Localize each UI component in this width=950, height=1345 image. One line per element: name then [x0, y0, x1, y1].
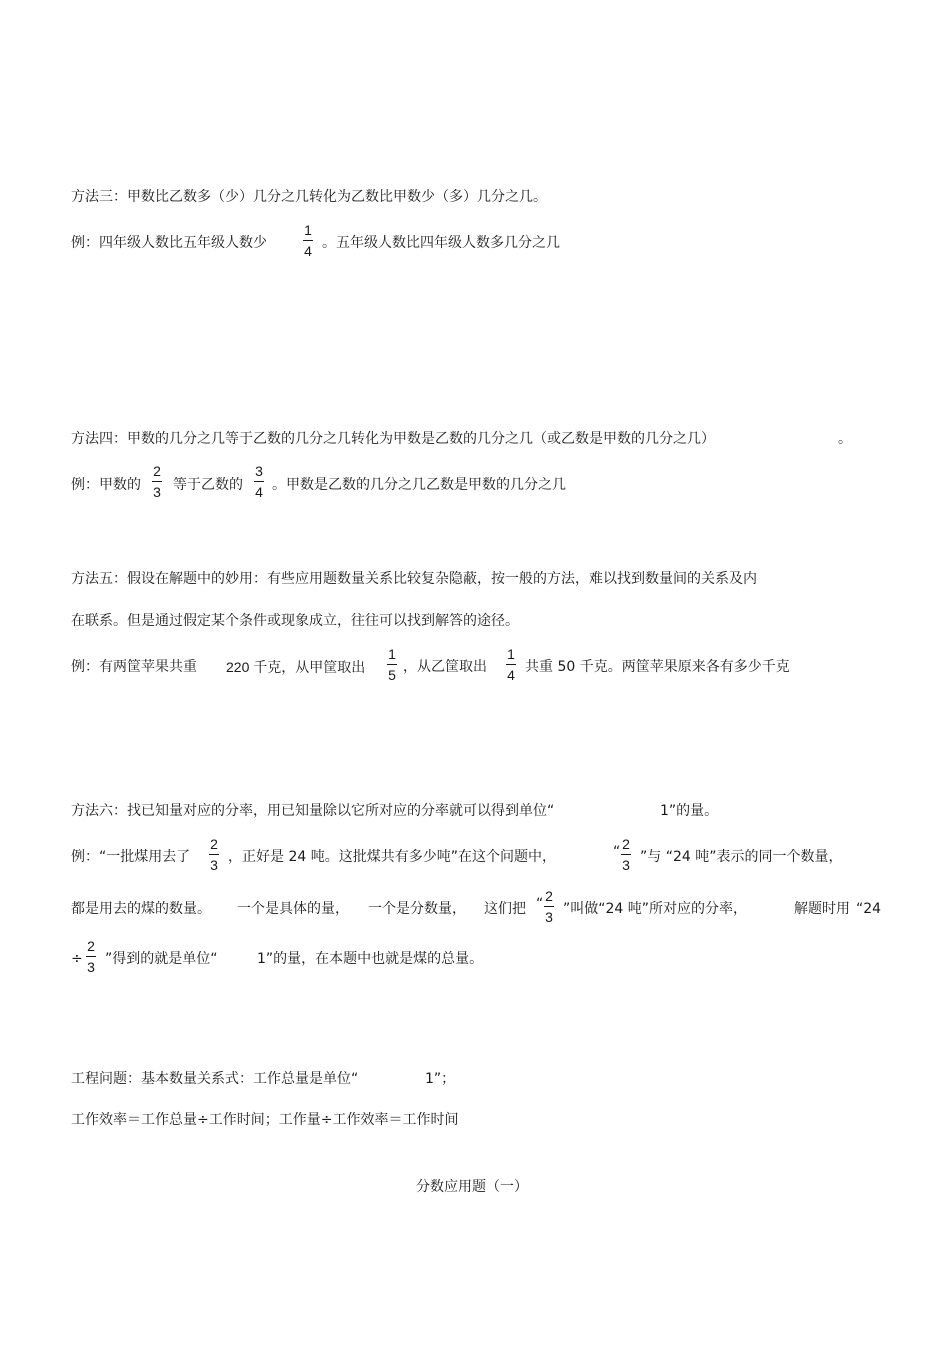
method5-example-text-a: 例：有两筐苹果共重: [71, 659, 197, 675]
method6-ex1-text-b: ，正好是 24 吨。这批煤共有多少吨”在这个问题中，: [228, 849, 556, 865]
fraction-3-4: [254, 463, 264, 500]
fraction-1-4: [303, 222, 313, 259]
fraction-denominator: 4: [507, 667, 515, 683]
method6-ex2-text-e: ”叫做“24 吨”所对应的分率，: [563, 901, 748, 917]
fraction-2-3: [152, 463, 162, 500]
division-sign: ÷: [71, 951, 83, 967]
method5-line1: 方法五：假设在解题中的妙用：有些应用题数量关系比较复杂隐蔽，按一般的方法，难以找到数量间的关系及内: [71, 571, 757, 587]
fraction-denominator: 4: [304, 243, 312, 259]
method6-ex1-text-a: 例：“一批煤用去了: [71, 849, 191, 865]
fraction-numerator: 2: [210, 836, 218, 852]
fraction-2-3-b: [209, 836, 219, 873]
method3-title: 方法三：甲数比乙数多（少）几分之几转化为乙数比甲数少（多）几分之几。: [71, 189, 547, 205]
method6-ex2-text-d: 这们把: [484, 901, 526, 917]
method3-example-text-a: 例：四年级人数比五年级人数少: [71, 235, 267, 251]
fraction-1-4-b: [506, 646, 516, 683]
method6-ex1-quote: “: [613, 844, 621, 860]
fraction-numerator: 1: [388, 646, 396, 662]
method4-example-text-c: 。甲数是乙数的几分之几乙数是甲数的几分之几: [272, 477, 566, 493]
fraction-bar: [303, 240, 313, 241]
fraction-bar: [152, 481, 162, 482]
engineering-line1-b: 1”；: [425, 1071, 456, 1087]
fraction-denominator: 3: [87, 959, 95, 975]
fraction-bar: [209, 854, 219, 855]
fraction-bar: [621, 854, 631, 855]
fraction-denominator: 3: [545, 909, 553, 925]
method4-example-text-b: 等于乙数的: [173, 477, 243, 493]
method6-ex2-text-b: 一个是具体的量，: [237, 901, 349, 917]
method6-ex2-text-f: 解题时用: [794, 901, 850, 917]
method3-example-text-b: 。五年级人数比四年级人数多几分之几: [322, 235, 560, 251]
fraction-denominator: 5: [388, 667, 396, 683]
method6-ex2-text-g: “24: [856, 901, 882, 917]
method6-ex2-quote: “: [536, 896, 544, 912]
method5-example-text-c: ，从乙筐取出: [403, 659, 487, 675]
method5-line2: 在联系。但是通过假定某个条件或现象成立，往往可以找到解答的途径。: [71, 613, 519, 629]
fraction-2-3-c: [621, 836, 631, 873]
fraction-bar: [254, 481, 264, 482]
method5-example-text-b: 220 千克，从甲筐取出: [226, 659, 366, 675]
fraction-denominator: 3: [210, 857, 218, 873]
method6-ex3-text-b: 1”的量，在本题中也就是煤的总量。: [257, 951, 484, 967]
method4-example-text-a: 例：甲数的: [71, 477, 141, 493]
method6-title-b: 1”的量。: [660, 803, 719, 819]
engineering-line2: 工作效率＝工作总量÷工作时间；工作量÷工作效率＝工作时间: [71, 1112, 459, 1128]
method6-ex3-text-a: ”得到的就是单位“: [105, 951, 218, 967]
fraction-1-5: [387, 646, 397, 683]
fraction-numerator: 1: [507, 646, 515, 662]
fraction-bar: [506, 664, 516, 665]
fraction-2-3-d: [544, 888, 554, 925]
fraction-numerator: 1: [304, 222, 312, 238]
method6-ex1-text-c: ”与 “24 吨”表示的同一个数量，: [640, 849, 843, 865]
fraction-numerator: 3: [255, 463, 263, 479]
method4-title: 方法四：甲数的几分之几等于乙数的几分之几转化为甲数是乙数的几分之几（或乙数是甲数的几分之几）: [71, 431, 715, 447]
fraction-bar: [387, 664, 397, 665]
fraction-bar: [544, 906, 554, 907]
method4-title-end: 。: [838, 431, 852, 447]
fraction-numerator: 2: [622, 836, 630, 852]
method6-ex2-text-a: 都是用去的煤的数量。: [71, 901, 211, 917]
fraction-denominator: 4: [255, 484, 263, 500]
method6-ex2-text-c: 一个是分数量，: [368, 901, 466, 917]
fraction-numerator: 2: [87, 938, 95, 954]
method6-title-a: 方法六：找已知量对应的分率，用已知量除以它所对应的分率就可以得到单位“: [71, 803, 555, 819]
fraction-denominator: 3: [622, 857, 630, 873]
section-title: 分数应用题（一）: [416, 1179, 528, 1195]
fraction-2-3-e: [86, 938, 96, 975]
fraction-denominator: 3: [153, 484, 161, 500]
fraction-numerator: 2: [153, 463, 161, 479]
fraction-bar: [86, 956, 96, 957]
fraction-numerator: 2: [545, 888, 553, 904]
engineering-line1-a: 工程问题：基本数量关系式：工作总量是单位“: [71, 1071, 359, 1087]
method5-example-text-d: 共重 50 千克。两筐苹果原来各有多少千克: [525, 659, 790, 675]
